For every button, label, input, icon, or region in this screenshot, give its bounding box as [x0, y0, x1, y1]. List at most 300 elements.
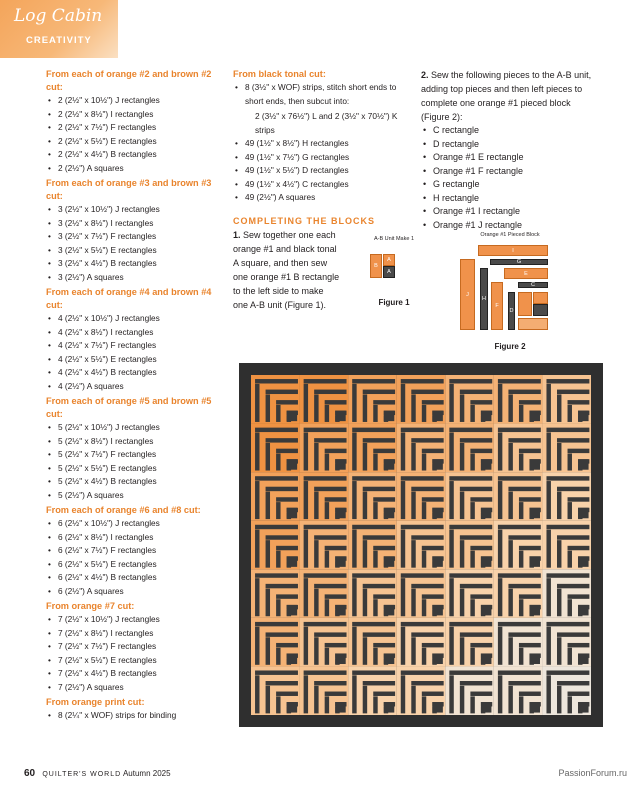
quilt-patch	[363, 443, 367, 471]
quilt-patch	[432, 653, 443, 664]
quilt-patch	[255, 573, 298, 577]
quilt-patch	[508, 443, 512, 471]
quilt-patch	[255, 428, 298, 432]
quilt-patch	[481, 508, 492, 519]
quilt-patch	[460, 686, 464, 714]
quilt-patch	[557, 492, 561, 520]
quilt-patch	[460, 535, 492, 539]
quilt-patch	[352, 428, 395, 432]
quilt-patch	[557, 535, 589, 539]
quilt-patch	[422, 400, 444, 404]
quilt-patch	[304, 578, 308, 616]
quilt-patch	[481, 653, 492, 664]
quilt-patch	[384, 556, 395, 567]
quilt-patch	[373, 551, 377, 568]
figure-caption: Figure 2	[494, 342, 526, 351]
piece-a-black: A	[383, 266, 395, 278]
step-text: Sew together one each orange #1 and black tonal A square, and then sew one orange #1 B rectangle to the left side to make one A-B unit (Figure 1).	[233, 230, 340, 310]
section-heading: From black tonal cut:	[233, 69, 326, 79]
quilt-patch	[401, 670, 444, 674]
quilt-patch	[335, 605, 346, 616]
quilt-patch	[546, 578, 550, 616]
quilt-patch	[422, 497, 444, 501]
quilt-illustration	[239, 363, 603, 727]
quilt-patch	[314, 681, 346, 685]
quilt-patch	[314, 589, 318, 617]
quilt-patch	[470, 643, 492, 647]
quilt-patch	[276, 546, 298, 550]
quilt-patch	[470, 551, 474, 568]
cut-item: • 3 (2½" x 4½") B rectangles	[46, 257, 226, 271]
quilt-patch	[529, 459, 540, 470]
cut-list	[233, 137, 411, 205]
quilt-patch	[304, 384, 308, 422]
quilt-patch	[255, 432, 259, 470]
cut-item: • 4 (2½") A squares	[46, 380, 226, 394]
quilt-patch	[255, 530, 259, 568]
quilt-patch	[287, 653, 298, 664]
quilt-patch	[352, 432, 356, 470]
quilt-patch	[363, 535, 395, 539]
quilt-patch	[481, 459, 492, 470]
quilt-patch	[498, 384, 502, 422]
quilt-patch	[373, 546, 395, 550]
section-heading: From each of orange #4 and brown #4 cut:	[46, 287, 212, 310]
quilt-patch	[470, 648, 474, 665]
quilt-patch	[508, 540, 512, 568]
quilt-patch	[314, 632, 346, 636]
quilt-patch	[481, 411, 492, 422]
cut-list	[46, 421, 226, 502]
quilt-patch	[335, 411, 346, 422]
quilt-patch	[411, 637, 415, 665]
quilt-patch	[470, 400, 492, 404]
quilt-patch	[401, 525, 444, 529]
quilt-patch	[411, 443, 415, 471]
quilt-patch	[304, 622, 347, 626]
quilt-patch	[304, 670, 347, 674]
quilt-patch	[325, 400, 347, 404]
quilt-patch	[422, 449, 444, 453]
figure-caption: Figure 1	[378, 298, 410, 307]
cut-item: • 3 (2½" x 5½") E rectangles	[46, 244, 226, 258]
quilt-patch	[519, 502, 523, 519]
quilt-patch	[568, 546, 590, 550]
cut-item: • 5 (2½" x 7½") F rectangles	[46, 448, 226, 462]
cut-item: • 6 (2½") A squares	[46, 585, 226, 599]
quilt-photo	[239, 363, 603, 727]
quilt-patch	[498, 530, 502, 568]
subcut-text: 2 (3½" x 76½") L and 2 (3½" x 70½") K strips	[255, 111, 398, 135]
quilt-patch	[352, 384, 356, 422]
quilt-patch	[352, 525, 395, 529]
cut-item: • 3 (2½" x 8½") I rectangles	[46, 217, 226, 231]
quilt-patch	[304, 525, 347, 529]
quilt-patch	[508, 394, 512, 422]
quilt-patch	[325, 454, 329, 471]
quilt-patch	[546, 670, 589, 674]
quilt-patch	[352, 481, 356, 519]
cut-item: • 4 (2½" x 5½") E rectangles	[46, 353, 226, 367]
quilt-patch	[422, 551, 426, 568]
quilt-patch	[432, 702, 443, 713]
quilt-patch	[557, 438, 589, 442]
quilt-patch	[432, 508, 443, 519]
quilt-patch	[578, 653, 589, 664]
cut-item: • 2 (2½") A squares	[46, 162, 226, 176]
quilt-patch	[266, 492, 270, 520]
quilt-patch	[449, 476, 492, 480]
quilt-patch	[498, 573, 541, 577]
quilt-patch	[449, 428, 492, 432]
cut-list	[46, 94, 226, 175]
quilt-patch	[266, 443, 270, 471]
header-caps-title: CREATIVITY	[26, 35, 92, 46]
quilt-patch	[470, 692, 492, 696]
quilt-patch	[411, 438, 443, 442]
piece-item: • C rectangle	[421, 124, 601, 138]
quilt-patch	[498, 432, 502, 470]
quilt-patch	[384, 508, 395, 519]
quilt-patch	[481, 702, 492, 713]
quilt-patch	[529, 556, 540, 567]
quilt-patch	[314, 637, 318, 665]
quilt-patch	[460, 390, 492, 394]
quilt-patch	[519, 405, 523, 422]
quilt-patch	[422, 599, 426, 616]
quilt-patch	[373, 497, 395, 501]
quilt-patch	[304, 428, 347, 432]
quilt-patch	[557, 443, 561, 471]
quilt-patch	[287, 459, 298, 470]
quilt-patch	[401, 530, 405, 568]
quilt-patch	[335, 459, 346, 470]
quilt-patch	[411, 540, 415, 568]
quilt-patch	[276, 643, 298, 647]
quilt-patch	[363, 686, 367, 714]
quilt-patch	[304, 481, 308, 519]
quilt-patch	[449, 384, 453, 422]
quilt-patch	[352, 573, 395, 577]
quilt-patch	[314, 686, 318, 714]
quilt-patch	[363, 637, 367, 665]
quilt-patch	[325, 546, 347, 550]
quilt-patch	[578, 411, 589, 422]
quilt-patch	[373, 400, 395, 404]
quilt-patch	[363, 584, 395, 588]
quilt-patch	[557, 540, 561, 568]
cut-item: • 7 (2½") A squares	[46, 681, 226, 695]
quilt-patch	[314, 540, 318, 568]
quilt-patch	[498, 670, 541, 674]
quilt-patch	[449, 573, 492, 577]
quilt-patch	[578, 702, 589, 713]
quilt-patch	[578, 556, 589, 567]
quilt-patch	[363, 540, 367, 568]
quilt-patch	[304, 573, 347, 577]
quilt-patch	[352, 530, 356, 568]
cut-item: • 4 (2½" x 4½") B rectangles	[46, 366, 226, 380]
quilt-patch	[266, 584, 298, 588]
quilt-patch	[546, 476, 589, 480]
site-watermark: PassionForum.ru	[558, 768, 627, 778]
piece-item: • Orange #1 F rectangle	[421, 165, 601, 179]
quilt-patch	[546, 384, 550, 422]
quilt-patch	[266, 540, 270, 568]
cut-item: • 5 (2½") A squares	[46, 489, 226, 503]
quilt-patch	[373, 502, 377, 519]
quilt-patch	[401, 573, 444, 577]
quilt-patch	[373, 648, 377, 665]
quilt-patch	[266, 686, 270, 714]
cut-item: • 5 (2½" x 4½") B rectangles	[46, 475, 226, 489]
completing-heading: COMPLETING THE BLOCKS	[233, 215, 375, 226]
quilt-patch	[384, 653, 395, 664]
cut-item: • 6 (2½" x 7½") F rectangles	[46, 544, 226, 558]
quilt-patch	[422, 502, 426, 519]
quilt-patch	[314, 584, 346, 588]
piece-a-orange: A	[383, 254, 395, 266]
piece-c: C	[518, 282, 548, 288]
quilt-patch	[276, 599, 280, 616]
piece-e: E	[504, 268, 548, 279]
quilt-patch	[314, 390, 346, 394]
quilt-patch	[568, 551, 572, 568]
quilt-patch	[557, 390, 589, 394]
quilt-patch	[557, 394, 561, 422]
quilt-patch	[325, 594, 347, 598]
quilt-patch	[557, 487, 589, 491]
quilt-patch	[255, 627, 259, 665]
cut-item: • 2 (2½" x 10½") J rectangles	[46, 94, 226, 108]
quilt-patch	[568, 692, 590, 696]
quilt-patch	[287, 411, 298, 422]
quilt-patch	[325, 449, 347, 453]
section-heading: From each of orange #3 and brown #3 cut:	[46, 178, 212, 201]
quilt-patch	[287, 702, 298, 713]
quilt-patch	[470, 696, 474, 713]
quilt-patch	[266, 632, 298, 636]
quilt-patch	[460, 492, 464, 520]
quilt-patch	[460, 637, 464, 665]
step-number: 2.	[421, 70, 429, 80]
quilt-patch	[519, 643, 541, 647]
quilt-patch	[432, 411, 443, 422]
quilt-patch	[363, 681, 395, 685]
quilt-patch	[519, 648, 523, 665]
quilt-patch	[508, 681, 540, 685]
quilt-patch	[325, 643, 347, 647]
cutting-column-1	[46, 68, 226, 725]
quilt-patch	[568, 648, 572, 665]
cut-item: • 49 (1½" x 5½") D rectangles	[233, 164, 411, 178]
step-2	[421, 68, 601, 124]
quilt-patch	[266, 438, 298, 442]
quilt-patch	[401, 675, 405, 713]
cut-item: • 6 (2½" x 8½") I rectangles	[46, 531, 226, 545]
quilt-patch	[508, 438, 540, 442]
quilt-patch	[352, 627, 356, 665]
quilt-patch	[422, 454, 426, 471]
quilt-patch	[314, 487, 346, 491]
figure-label: A-B Unit Make 1	[373, 236, 415, 242]
piece-b	[518, 292, 532, 316]
piece-item: • H rectangle	[421, 192, 601, 206]
quilt-patch	[470, 497, 492, 501]
quilt-patch	[460, 681, 492, 685]
quilt-patch	[304, 530, 308, 568]
quilt-patch	[519, 454, 523, 471]
quilt-patch	[470, 405, 474, 422]
cut-item: • 2 (2½" x 8½") I rectangles	[46, 108, 226, 122]
cut-item: • 6 (2½" x 5½") E rectangles	[46, 558, 226, 572]
cut-item: • 2 (2½" x 5½") E rectangles	[46, 135, 226, 149]
quilt-patch	[519, 546, 541, 550]
quilt-patch	[325, 497, 347, 501]
quilt-patch	[568, 643, 590, 647]
quilt-patch	[352, 578, 356, 616]
quilt-patch	[546, 530, 550, 568]
quilt-patch	[266, 589, 270, 617]
quilt-patch	[557, 584, 589, 588]
quilt-patch	[314, 492, 318, 520]
page-footer	[24, 768, 171, 779]
quilt-patch	[287, 605, 298, 616]
quilt-patch	[373, 405, 377, 422]
quilt-patch	[335, 508, 346, 519]
quilt-patch	[363, 487, 395, 491]
quilt-patch	[568, 405, 572, 422]
cut-item: • 8 (2¼" x WOF) strips for binding	[46, 709, 226, 723]
cut-item: • 2 (2½" x 7½") F rectangles	[46, 121, 226, 135]
figure-label: Orange #1 Pieced Block	[480, 232, 540, 238]
quilt-patch	[325, 405, 329, 422]
quilt-patch	[335, 556, 346, 567]
quilt-patch	[276, 497, 298, 501]
figure-2	[460, 232, 560, 357]
quilt-patch	[422, 648, 426, 665]
quilt-patch	[276, 449, 298, 453]
quilt-patch	[255, 384, 259, 422]
quilt-patch	[519, 449, 541, 453]
quilt-patch	[508, 686, 512, 714]
quilt-patch	[568, 449, 590, 453]
section-header-banner	[0, 0, 118, 58]
cut-item: • 7 (2½" x 7½") F rectangles	[46, 640, 226, 654]
quilt-patch	[352, 675, 356, 713]
cut-item: • 49 (1½" x 8½") H rectangles	[233, 137, 411, 151]
quilt-patch	[546, 428, 589, 432]
quilt-patch	[529, 702, 540, 713]
quilt-patch	[411, 589, 415, 617]
quilt-patch	[276, 696, 280, 713]
quilt-patch	[411, 390, 443, 394]
piece-a-black	[533, 304, 548, 316]
quilt-patch	[401, 379, 444, 383]
piece-a-orange	[533, 292, 548, 304]
quilt-patch	[470, 502, 474, 519]
quilt-patch	[546, 627, 550, 665]
quilt-patch	[304, 432, 308, 470]
quilt-patch	[401, 578, 405, 616]
quilt-patch	[568, 502, 572, 519]
cut-item: • 3 (2½" x 7½") F rectangles	[46, 230, 226, 244]
quilt-patch	[276, 502, 280, 519]
cut-item: • 8 (3½" x WOF) strips, stitch short ends to short ends, then subcut into:	[233, 81, 411, 108]
quilt-patch	[519, 497, 541, 501]
quilt-patch	[255, 675, 259, 713]
quilt-patch	[449, 525, 492, 529]
piece-list	[421, 124, 601, 232]
cut-list	[46, 613, 226, 694]
quilt-patch	[432, 556, 443, 567]
quilt-patch	[519, 551, 523, 568]
quilt-patch	[519, 692, 541, 696]
quilt-patch	[470, 599, 474, 616]
quilt-patch	[422, 692, 444, 696]
quilt-patch	[352, 622, 395, 626]
quilt-patch	[529, 411, 540, 422]
quilt-patch	[325, 692, 347, 696]
quilt-patch	[498, 476, 541, 480]
cut-item: • 2 (2½" x 4½") B rectangles	[46, 148, 226, 162]
quilt-patch	[401, 384, 405, 422]
cut-list	[46, 203, 226, 284]
quilt-patch	[352, 670, 395, 674]
quilt-patch	[384, 702, 395, 713]
quilt-patch	[314, 394, 318, 422]
piece-item: • Orange #1 I rectangle	[421, 205, 601, 219]
quilt-patch	[401, 622, 444, 626]
piece-j: J	[460, 259, 475, 330]
quilt-patch	[422, 696, 426, 713]
quilt-patch	[304, 379, 347, 383]
quilt-patch	[276, 405, 280, 422]
quilt-patch	[411, 632, 443, 636]
quilt-patch	[373, 599, 377, 616]
cut-item: • 3 (2½" x 10½") J rectangles	[46, 203, 226, 217]
quilt-patch	[449, 530, 453, 568]
quilt-patch	[519, 400, 541, 404]
quilt-patch	[255, 476, 298, 480]
quilt-patch	[276, 648, 280, 665]
quilt-patch	[460, 487, 492, 491]
quilt-patch	[422, 594, 444, 598]
quilt-patch	[266, 390, 298, 394]
quilt-patch	[384, 411, 395, 422]
quilt-patch	[449, 675, 453, 713]
quilt-patch	[411, 492, 415, 520]
quilt-patch	[546, 481, 550, 519]
quilt-patch	[557, 681, 589, 685]
quilt-patch	[460, 394, 464, 422]
quilt-patch	[529, 508, 540, 519]
quilt-patch	[449, 432, 453, 470]
quilt-patch	[449, 578, 453, 616]
quilt-patch	[373, 696, 377, 713]
quilt-patch	[519, 696, 523, 713]
quilt-patch	[363, 390, 395, 394]
quilt-patch	[557, 686, 561, 714]
quilt-patch	[481, 556, 492, 567]
cut-item: • 49 (1½" x 4½") C rectangles	[233, 178, 411, 192]
quilt-patch	[401, 476, 444, 480]
quilt-patch	[498, 481, 502, 519]
quilt-patch	[508, 492, 512, 520]
quilt-patch	[449, 379, 492, 383]
quilt-patch	[546, 622, 589, 626]
quilt-patch	[508, 632, 540, 636]
